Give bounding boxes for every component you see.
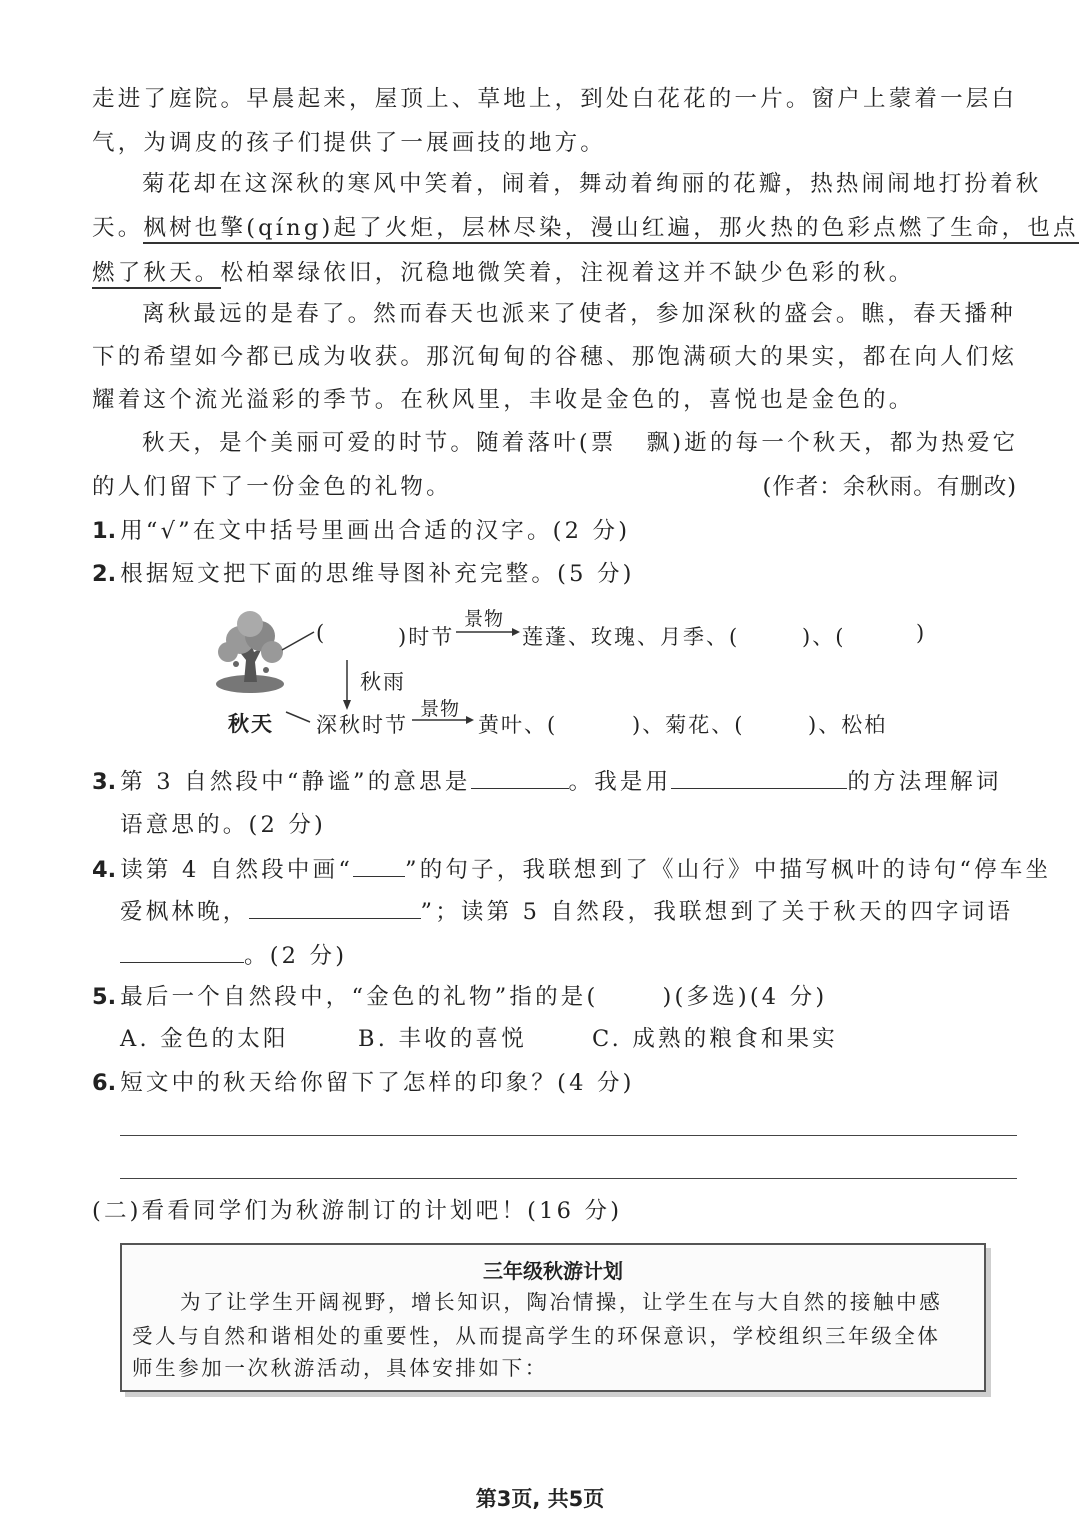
question-text: 用“√”在文中括号里画出合适的汉字。(2 分) — [120, 518, 631, 544]
question-number: 1. — [92, 518, 117, 544]
question-4-cont — [120, 894, 1017, 929]
question-text: 短文中的秋天给你留下了怎样的印象？(4 分) — [120, 1070, 635, 1096]
question-5 — [92, 980, 1017, 1014]
passage-text: 秋天，是个美丽可爱的时节。随着落叶(票 — [142, 430, 617, 456]
tree-icon — [216, 611, 284, 693]
option-b[interactable]: B. 丰收的喜悦 — [358, 1026, 527, 1052]
mindmap-season-label: 深秋时节 — [316, 713, 408, 737]
passage-line: 菊花却在这深秋的寒风中笑着，闹着，舞动着绚丽的花瓣，热热闹闹地打扮着秋 — [142, 171, 1042, 197]
passage-text: 的人们留下了一份金色的礼物。 — [92, 474, 452, 500]
passage-line: 耀着这个流光溢彩的季节。在秋风里，丰收是金色的，喜悦也是金色的。 — [92, 387, 915, 413]
passage-text: 天。 — [92, 215, 144, 241]
option-a[interactable]: A. 金色的太阳 — [120, 1026, 289, 1052]
page-footer: 第3页, 共5页 — [475, 1487, 605, 1511]
question-text: ”；读第 5 自然段，我联想到了关于秋天的四字词语 — [420, 899, 1014, 925]
plan-text: 为了让学生开阔视野，增长知识，陶冶情操，让学生在与大自然的接触中感 — [180, 1290, 943, 1314]
mindmap-transition-label: 秋雨 — [360, 670, 406, 694]
passage-line: 下的希望如今都已成为收获。那沉甸甸的谷穗、那饱满硕大的果实，都在向人们炫 — [92, 344, 1018, 370]
question-2 — [92, 557, 1017, 591]
author-credit: (作者：余秋雨。有删改) — [762, 474, 1017, 500]
question-number: 3. — [92, 769, 117, 795]
plan-title: 三年级秋游计划 — [483, 1259, 623, 1283]
mindmap-items: )、( — [802, 625, 846, 649]
question-3 — [92, 764, 1017, 799]
mindmap-items: 黄叶、( — [478, 713, 558, 737]
mindmap-blank-open: ( — [316, 621, 327, 645]
question-1 — [92, 514, 1017, 548]
question-number: 4. — [92, 857, 117, 883]
passage-line — [92, 256, 1017, 290]
underlined-sentence: 燃了秋天。 — [92, 260, 221, 289]
question-text: )(多选)(4 分) — [662, 984, 828, 1010]
passage-line: 离秋最远的是春了。然而春天也派来了使者，参加深秋的盛会。瞧，春天播种 — [142, 301, 1016, 327]
answer-blank[interactable] — [120, 938, 244, 963]
plan-box — [120, 1243, 986, 1392]
underline-sample — [353, 852, 405, 877]
answer-blank[interactable] — [249, 894, 421, 919]
question-text: 第 3 自然段中“静谧”的意思是 — [120, 769, 471, 795]
mindmap-items: )、松柏 — [808, 713, 888, 737]
question-number: 6. — [92, 1070, 117, 1096]
answer-line[interactable] — [120, 1178, 1017, 1179]
mindmap-items: )、菊花、( — [632, 713, 745, 737]
question-text: 爱枫林晚， — [120, 899, 249, 925]
mindmap-items: ) — [916, 621, 927, 645]
question-number: 5. — [92, 984, 117, 1010]
plan-text: 受人与自然和谐相处的重要性，从而提高学生的环保意识，学校组织三年级全体 — [132, 1324, 941, 1348]
passage-line — [142, 426, 1017, 460]
passage-line — [92, 470, 1017, 504]
question-text: 。我是用 — [568, 769, 672, 795]
mindmap-arrow-label: 景物 — [464, 608, 505, 630]
passage-text: 飘)逝的每一个秋天，都为热爱它 — [646, 430, 1019, 456]
option-c[interactable]: C. 成熟的粮食和果实 — [592, 1026, 838, 1052]
question-text: 读第 4 自然段中画“ — [120, 857, 354, 883]
answer-line[interactable] — [120, 1135, 1017, 1136]
underlined-sentence: 枫树也擎(qíng)起了火炬，层林尽染，漫山红遍，那火热的色彩点燃了生命，也点 — [143, 215, 1078, 244]
question-text: ”的句子，我联想到了《山行》中描写枫叶的诗句“停车坐 — [405, 857, 1052, 883]
question-4-cont — [120, 938, 1017, 973]
question-6 — [92, 1066, 1017, 1100]
question-3-cont: 语意思的。(2 分) — [120, 812, 327, 838]
mindmap-items: 莲蓬、玫瑰、月季、( — [522, 625, 740, 649]
question-number: 2. — [92, 561, 117, 587]
mindmap-root: 秋天 — [228, 712, 274, 736]
plan-text: 师生参加一次秋游活动，具体安排如下： — [132, 1356, 548, 1380]
passage-text: 松柏翠绿依旧，沉稳地微笑着，注视着这并不缺少色彩的秋。 — [220, 260, 915, 286]
passage-line: 气，为调皮的孩子们提供了一展画技的地方。 — [92, 130, 607, 156]
question-text: 根据短文把下面的思维导图补充完整。(5 分) — [120, 561, 635, 587]
question-4 — [92, 852, 1052, 887]
section-heading: (二)看看同学们为秋游制订的计划吧！(16 分) — [92, 1198, 623, 1224]
question-text: 。(2 分) — [244, 943, 348, 969]
mindmap-season-label: )时节 — [398, 625, 455, 649]
question-text: 最后一个自然段中，“金色的礼物”指的是( — [120, 984, 599, 1010]
mindmap-arrow-label: 景物 — [420, 698, 461, 720]
passage-line: 走进了庭院。早晨起来，屋顶上、草地上，到处白花花的一片。窗户上蒙着一层白 — [92, 86, 1018, 112]
answer-blank[interactable] — [671, 764, 847, 789]
passage-line — [92, 211, 1079, 245]
answer-blank[interactable] — [471, 764, 569, 789]
question-text: 的方法理解词 — [847, 769, 1002, 795]
